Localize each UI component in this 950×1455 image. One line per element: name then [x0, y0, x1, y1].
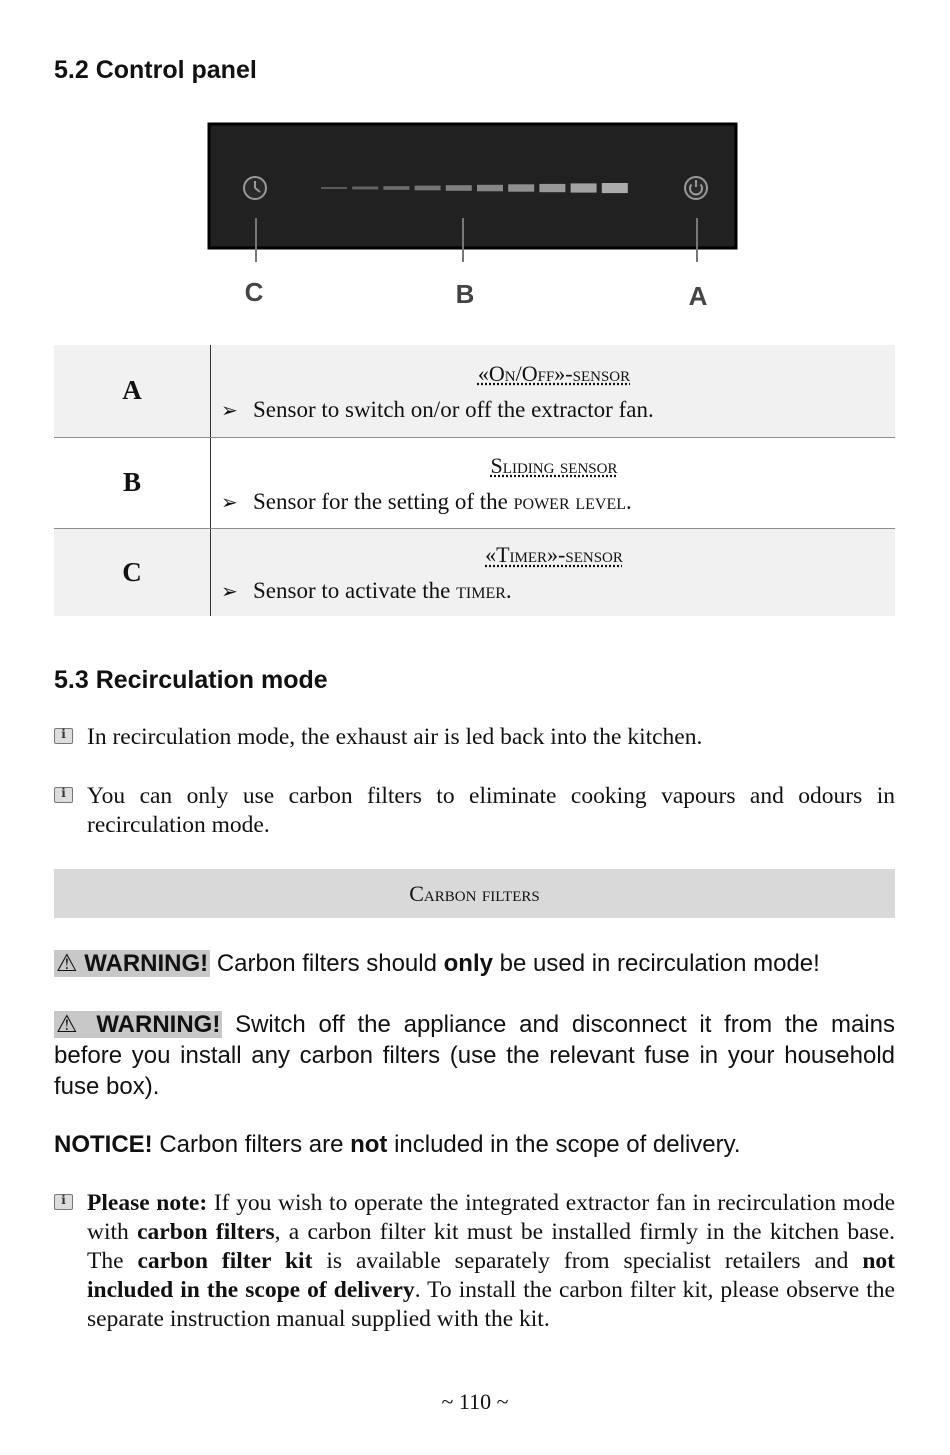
info-icon	[54, 728, 73, 744]
sensor-text-end: .	[626, 488, 632, 514]
sensor-text-end: .	[505, 578, 512, 604]
slider-segment	[321, 187, 347, 189]
sensor-title: «On/Off»-sensor	[477, 360, 631, 386]
sensor-text: Sensor for the setting of the	[253, 488, 514, 514]
clock-icon	[244, 177, 266, 199]
info-item	[54, 782, 895, 840]
table-row	[54, 345, 895, 437]
warning-triangle-icon: ⚠	[56, 950, 85, 977]
slider-segment	[352, 187, 378, 190]
page-number: ~ 110 ~	[441, 1389, 509, 1414]
warning-tag: WARNING!	[84, 950, 209, 977]
slider-segment	[508, 184, 534, 191]
section-heading-control-panel: 5.2 Control panel	[54, 56, 257, 84]
slider-segment	[602, 183, 628, 193]
notice	[54, 1129, 895, 1160]
power-icon	[685, 177, 707, 199]
notice-emphasis: not	[350, 1131, 388, 1158]
sensor-description	[211, 345, 896, 437]
notice-text-end: included in the scope of delivery.	[387, 1131, 741, 1158]
info-text: You can only use carbon filters to eliminate cooking vapours and odours in recirculation mode.	[87, 783, 895, 838]
warning-tag: WARNING!	[96, 1011, 221, 1038]
warning-triangle-icon: ⚠	[56, 1011, 97, 1038]
control-panel-body	[209, 124, 736, 248]
sensor-text: Sensor to activate the	[253, 578, 457, 604]
slider-segment	[415, 186, 441, 191]
table-row	[54, 528, 895, 616]
warning-text: Carbon filters should	[210, 950, 444, 977]
sensor-title: Sliding sensor	[490, 452, 618, 478]
warning-2	[54, 1009, 895, 1102]
sensor-text-smallcaps: timer	[456, 578, 506, 604]
info-icon	[54, 787, 73, 803]
info-icon	[54, 1194, 73, 1210]
figure-label-b: B	[455, 279, 475, 309]
notice-tag: NOTICE!	[54, 1131, 153, 1158]
sensor-title: «Timer»-sensor	[485, 542, 623, 568]
note-text: Please note: If you wish to operate the integrated extractor fan in recirculation mode with carbon filters, a carbon filter kit must be installed firmly in the kitchen base. The carbon filter kit is available separately from specialist retailers and not included in the scope of delivery. To install the carbon filter kit, please observe the separate instruction manual supplied with the kit.	[87, 1190, 896, 1332]
info-text: In recirculation mode, the exhaust air is led back into the kitchen.	[87, 724, 703, 750]
warning-1	[54, 948, 895, 979]
arrow-bullet-icon: ➢	[221, 491, 238, 514]
figure-label-a: A	[688, 281, 708, 311]
info-item-note	[54, 1189, 895, 1334]
slider-segment	[539, 184, 565, 192]
arrow-bullet-icon: ➢	[221, 399, 238, 422]
slider-segment	[446, 185, 472, 191]
sensor-key: A	[54, 345, 211, 437]
info-item	[54, 723, 895, 752]
sensor-text: Sensor to switch on/or off the extractor fan.	[253, 396, 654, 422]
sensor-table	[54, 345, 895, 616]
section-heading-recirculation: 5.3 Recirculation mode	[54, 666, 328, 694]
warning-emphasis: only	[443, 950, 493, 977]
arrow-bullet-icon: ➢	[221, 581, 238, 604]
warning-text: Switch off the appliance and disconnect it from the mains before you install any carbon filters (use the relevant fuse in your household fuse box).	[54, 1011, 895, 1100]
carbon-filters-banner: Carbon filters	[54, 869, 895, 918]
control-panel-figure	[207, 122, 742, 312]
sensor-description	[211, 528, 896, 616]
table-row	[54, 437, 895, 528]
figure-label-c: C	[244, 277, 264, 307]
warning-text-end: be used in recirculation mode!	[492, 950, 820, 977]
sensor-text-smallcaps: power level	[513, 488, 627, 514]
slider-segment	[477, 185, 503, 192]
slider-segment	[571, 183, 597, 192]
sensor-description	[211, 437, 896, 528]
notice-text: Carbon filters are	[152, 1131, 351, 1158]
sensor-key: B	[54, 437, 211, 528]
slider-segment	[383, 186, 409, 190]
sensor-key: C	[54, 528, 211, 616]
